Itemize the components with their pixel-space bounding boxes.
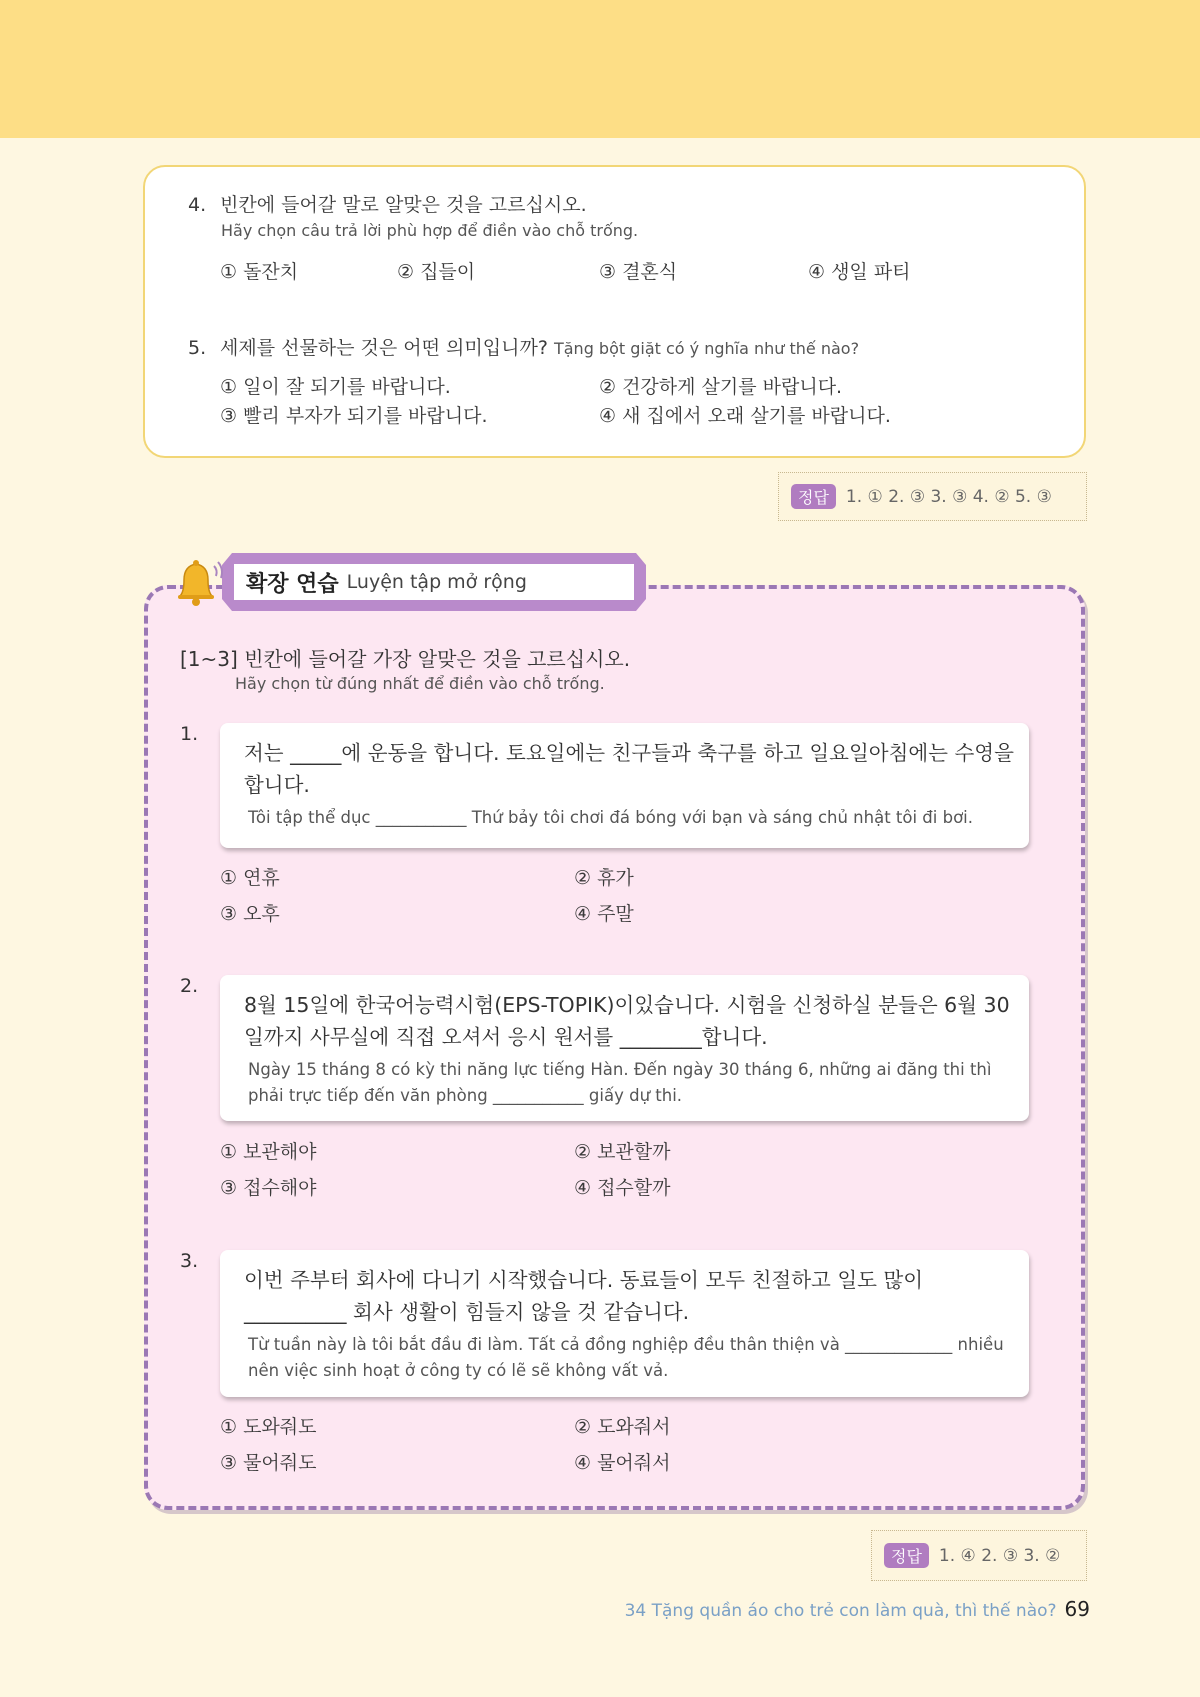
ext-question-1-card [220,723,1029,848]
ext-q2-option-2[interactable]: ② 보관할까 [574,1141,671,1163]
extension-title-vi: Luyện tập mở rộng [346,571,527,593]
ext-question-1-number: 1. [180,723,199,745]
q4-option-3[interactable]: ③ 결혼식 [599,261,678,283]
ext-q3-option-3[interactable]: ③ 물어줘도 [220,1452,317,1474]
ext-question-2-card [220,975,1029,1121]
ext-question-3-number: 3. [180,1250,199,1272]
ext-q3-option-2[interactable]: ② 도와줘서 [574,1416,671,1438]
q4-option-4[interactable]: ④ 생일 파티 [808,261,911,283]
lesson-title: 34 Tặng quần áo cho trẻ con làm quà, thì thế nào? [624,1601,1057,1621]
ext-q2-option-4[interactable]: ④ 접수할까 [574,1177,671,1199]
question-text-ko: 세제를 선물하는 것은 어떤 의미입니까? [220,337,548,359]
answer-badge: 정답 [791,484,836,509]
answer-badge: 정답 [884,1543,929,1568]
question-text-vi: Ngày 15 tháng 8 có kỳ thi năng lực tiếng Hàn. Đến ngày 30 tháng 6, những ai đăng thi thì phải trực tiếp đến văn phòng ___________ giấy dự thi. [248,1060,992,1105]
question-text-vi: Từ tuần này là tôi bắt đầu đi làm. Tất cả đồng nghiệp đều thân thiện và _____________ nhiều nên việc sinh hoạt ở công ty có lẽ sẽ không vất vả. [248,1335,1004,1380]
answer-key-1 [778,472,1087,521]
page-footer [625,1597,1090,1621]
ext-q1-option-1[interactable]: ① 연휴 [220,867,280,889]
question-text-ko: 이번 주부터 회사에 다니기 시작했습니다. 동료들이 모두 친절하고 일도 많이__________ 회사 생활이 힘들지 않을 것 같습니다. [244,1268,924,1324]
extension-title-ko: 확장 연습 [246,571,339,597]
question-text-vi: Tặng bột giặt có ý nghĩa như thế nào? [553,339,860,358]
q5-option-4[interactable]: ④ 새 집에서 오래 살기를 바랍니다. [599,405,891,427]
page-number: 69 [1064,1597,1090,1621]
question-text-vi: Tôi tập thể dục ___________ Thứ bảy tôi chơi đá bóng với bạn và sáng chủ nhật tôi đi bơi. [248,808,974,827]
answer-text: 1. ④ 2. ③ 3. ② [938,1545,1061,1566]
ext-q3-option-4[interactable]: ④ 물어줘서 [574,1452,671,1474]
ext-q2-option-3[interactable]: ③ 접수해야 [220,1177,317,1199]
ext-q1-option-2[interactable]: ② 휴가 [574,867,634,889]
question-text-ko: 8월 15일에 한국어능력시험(EPS-TOPIK)이있습니다. 시험을 신청하실 분들은 6월 30일까지 사무실에 직접 오셔서 응시 원서를 ________합니다. [244,993,1010,1049]
q5-option-1[interactable]: ① 일이 잘 되기를 바랍니다. [220,376,451,398]
ext-q1-option-3[interactable]: ③ 오후 [220,903,280,925]
answer-text: 1. ① 2. ③ 3. ③ 4. ② 5. ③ [845,486,1052,507]
question-number: 5. [188,337,207,359]
question-5-heading [188,333,859,360]
q5-option-3[interactable]: ③ 빨리 부자가 되기를 바랍니다. [220,405,488,427]
ext-q1-option-4[interactable]: ④ 주말 [574,903,634,925]
ext-q3-option-1[interactable]: ① 도와줘도 [220,1416,317,1438]
extension-instruction-translation: Hãy chọn từ đúng nhất để điền vào chỗ trống. [235,674,605,693]
ext-question-2-number: 2. [180,975,199,997]
q4-option-1[interactable]: ① 돌잔치 [220,261,299,283]
question-text-ko: 빈칸에 들어갈 말로 알맞은 것을 고르십시오. [220,194,587,216]
question-4-heading [188,190,587,217]
extension-instruction: [1~3] 빈칸에 들어갈 가장 알맞은 것을 고르십시오. [180,647,631,671]
q5-option-2[interactable]: ② 건강하게 살기를 바랍니다. [599,376,843,398]
question-number: 4. [188,194,207,216]
bell-icon [172,556,228,608]
extension-title [234,564,634,600]
top-color-band [0,0,1200,138]
ext-question-3-card [220,1250,1029,1397]
question-text-ko: 저는 _____에 운동을 합니다. 토요일에는 친구들과 축구를 하고 일요일아침에는 수영을 합니다. [244,741,1014,797]
q4-option-2[interactable]: ② 집들이 [397,261,476,283]
question-4-translation: Hãy chọn câu trả lời phù hợp để điền vào chỗ trống. [221,221,639,240]
answer-key-2 [871,1530,1087,1581]
ext-q2-option-1[interactable]: ① 보관해야 [220,1141,317,1163]
